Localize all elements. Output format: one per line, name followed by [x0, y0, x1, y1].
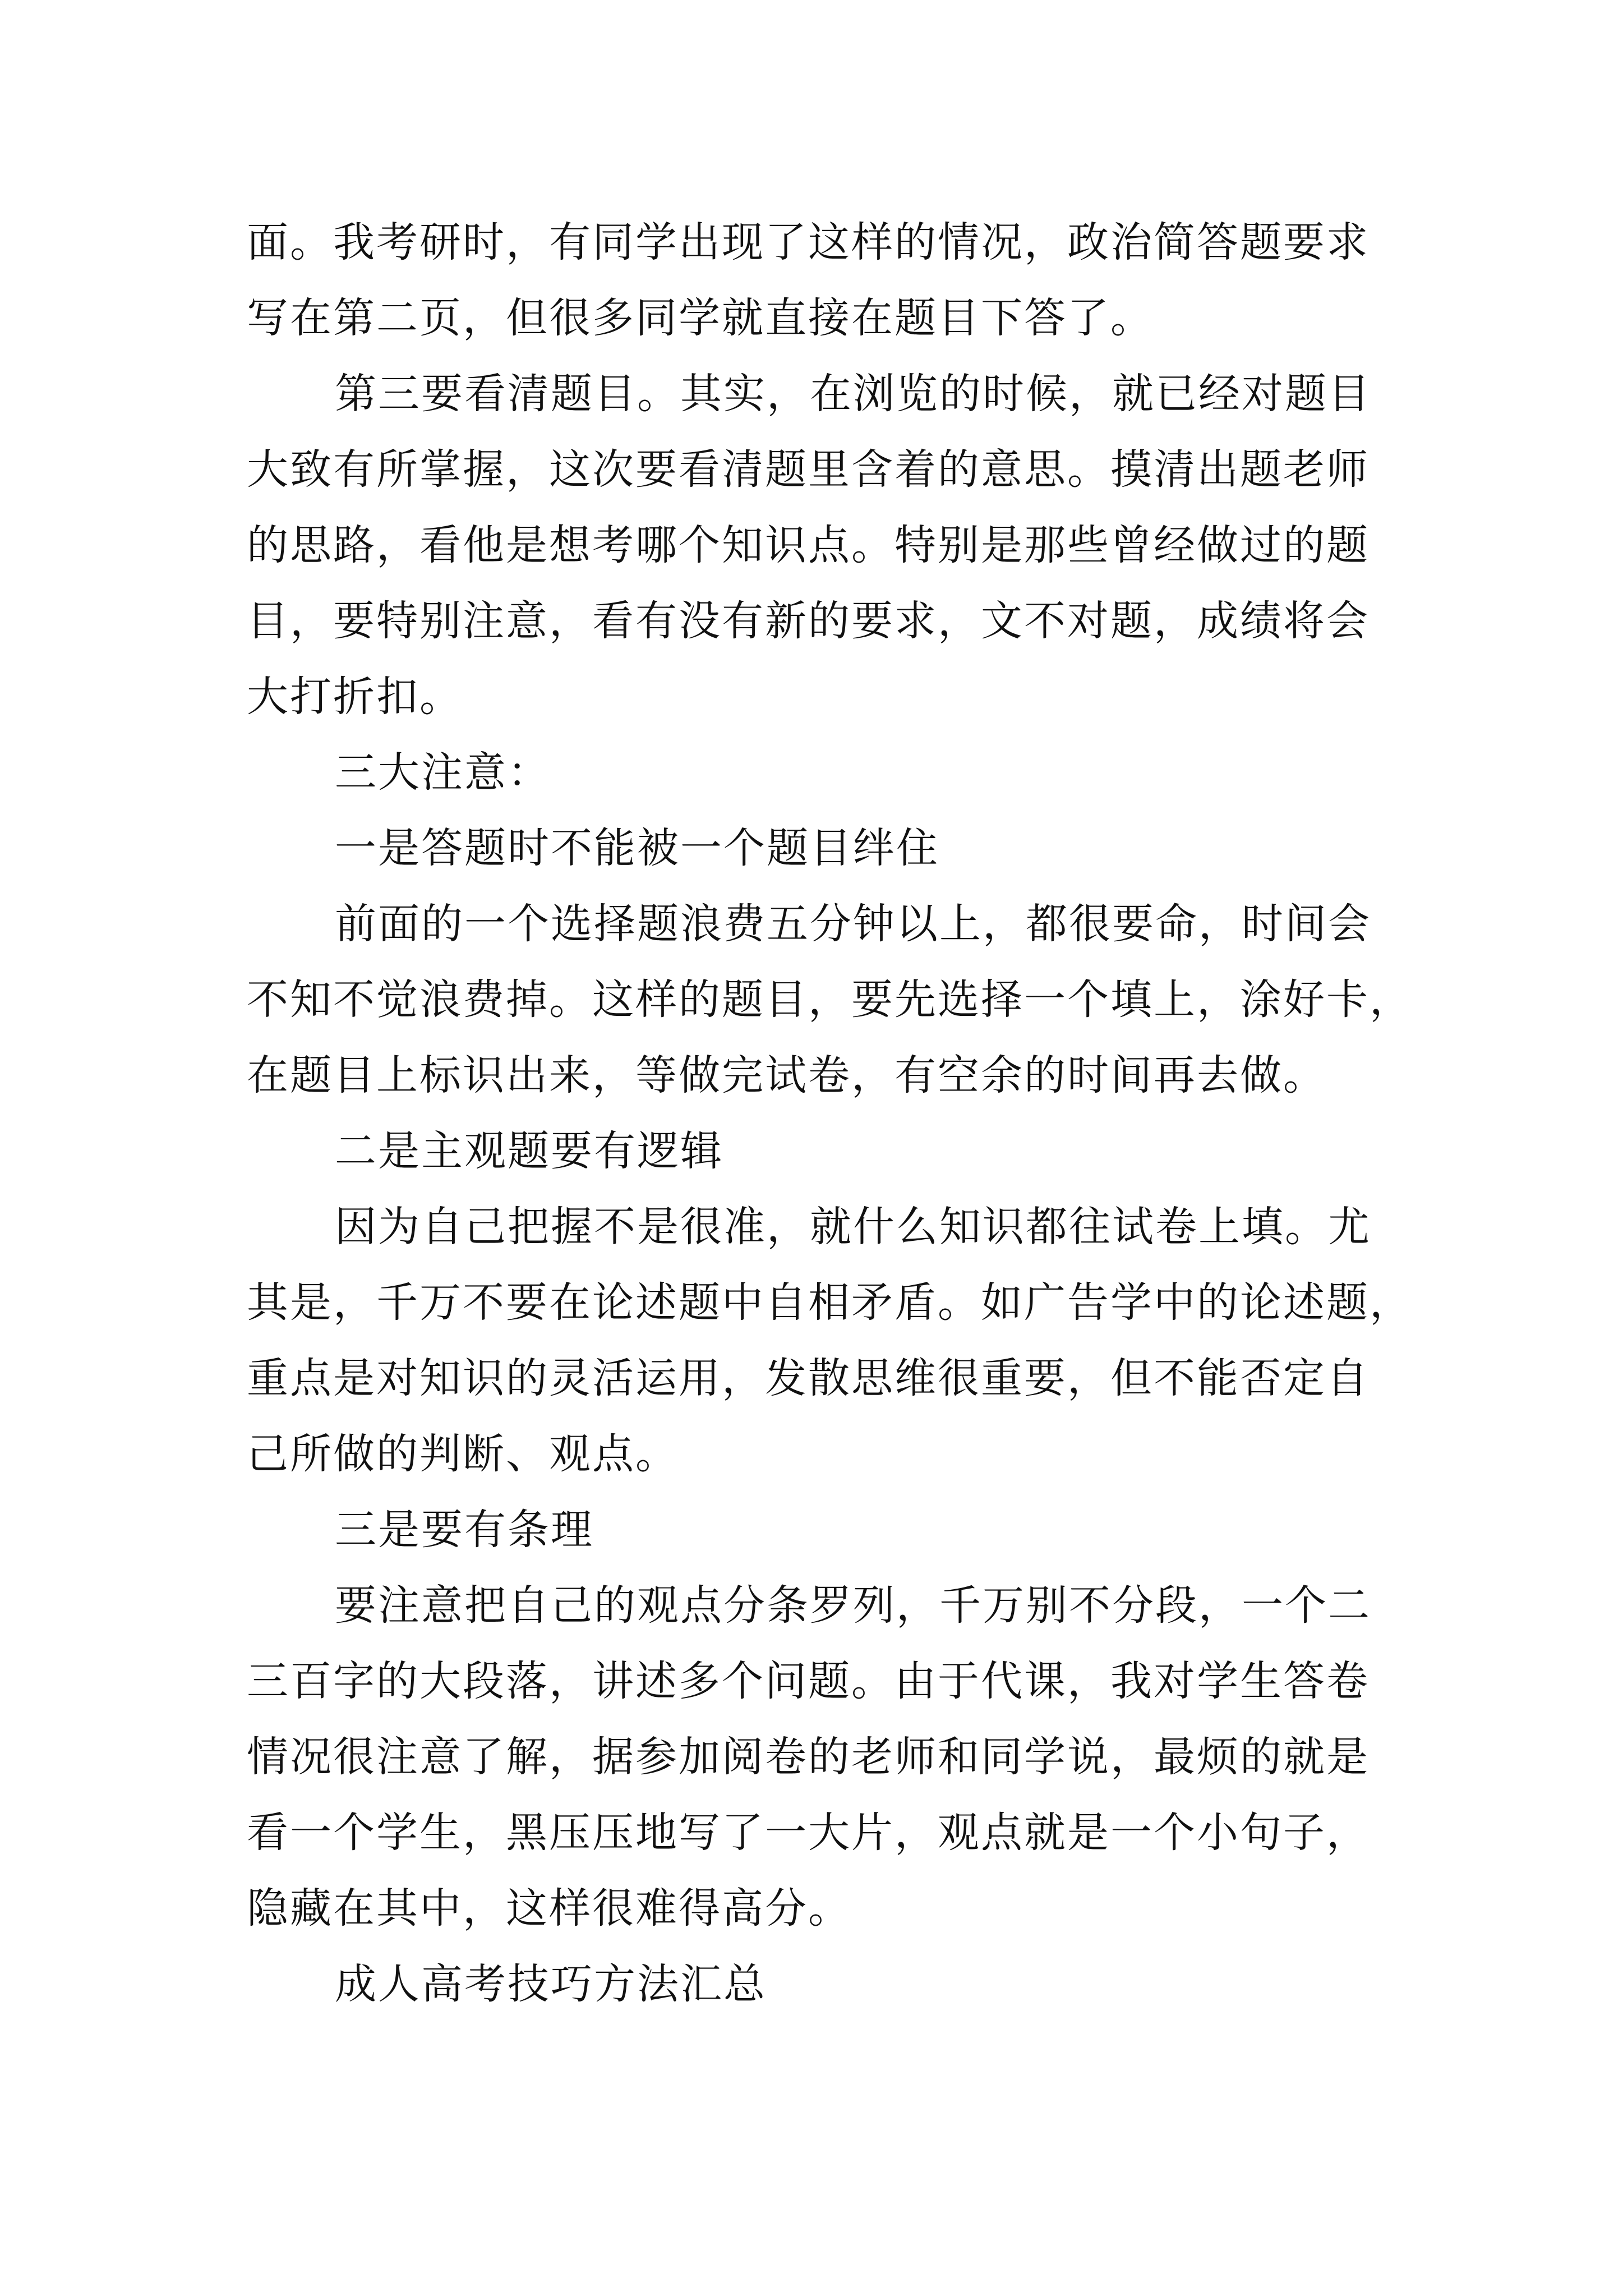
caution-2-paragraph-start: 因为自己把握不是很准，就什么知识都往试卷上填。尤 — [335, 1203, 1371, 1251]
caution-3-heading: 三是要有条理 — [335, 1506, 594, 1554]
text-line-4: 大致有所掌握，这次要看清题里含着的意思。摸清出题老师 — [247, 445, 1370, 494]
paragraph-item-3-start: 第三要看清题目。其实，在浏览的时候，就已经对题目 — [335, 370, 1371, 418]
caution-3-paragraph-start: 要注意把自己的观点分条罗列，千万别不分段，一个二 — [335, 1581, 1371, 1630]
text-line-22: 看一个学生，黑压压地写了一大片，观点就是一个小句子， — [247, 1809, 1370, 1857]
caution-2-heading: 二是主观题要有逻辑 — [335, 1127, 723, 1175]
text-line-20: 三百字的大段落，讲述多个问题。由于代课，我对学生答卷 — [247, 1657, 1370, 1705]
text-line-16: 重点是对知识的灵活运用，发散思维很重要，但不能否定自 — [247, 1354, 1370, 1402]
caution-1-heading: 一是答题时不能被一个题目绊住 — [335, 824, 939, 872]
text-line-5: 的思路，看他是想考哪个知识点。特别是那些曾经做过的题 — [247, 521, 1370, 569]
section-heading-three-cautions: 三大注意： — [335, 748, 551, 797]
text-line-17: 己所做的判断、观点。 — [247, 1430, 679, 1478]
text-line-15: 其是，千万不要在论述题中自相矛盾。如广告学中的论述题， — [247, 1278, 1413, 1327]
text-line-12: 在题目上标识出来，等做完试卷，有空余的时间再去做。 — [247, 1051, 1326, 1099]
closing-heading: 成人高考技巧方法汇总 — [335, 1960, 767, 2008]
text-line-1: 面。我考研时，有同学出现了这样的情况，政治简答题要求 — [247, 218, 1370, 266]
text-line-6: 目，要特别注意，看有没有新的要求，文不对题，成绩将会 — [247, 597, 1370, 645]
text-line-23: 隐藏在其中，这样很难得高分。 — [247, 1884, 851, 1932]
text-line-7: 大打折扣。 — [247, 673, 463, 721]
text-line-2: 写在第二页，但很多同学就直接在题目下答了。 — [247, 294, 1154, 342]
caution-1-paragraph-start: 前面的一个选择题浪费五分钟以上，都很要命，时间会 — [335, 900, 1371, 948]
text-line-11: 不知不觉浪费掉。这样的题目，要先选择一个填上，涂好卡， — [247, 976, 1413, 1024]
text-line-21: 情况很注意了解，据参加阅卷的老师和同学说，最烦的就是 — [247, 1733, 1370, 1781]
